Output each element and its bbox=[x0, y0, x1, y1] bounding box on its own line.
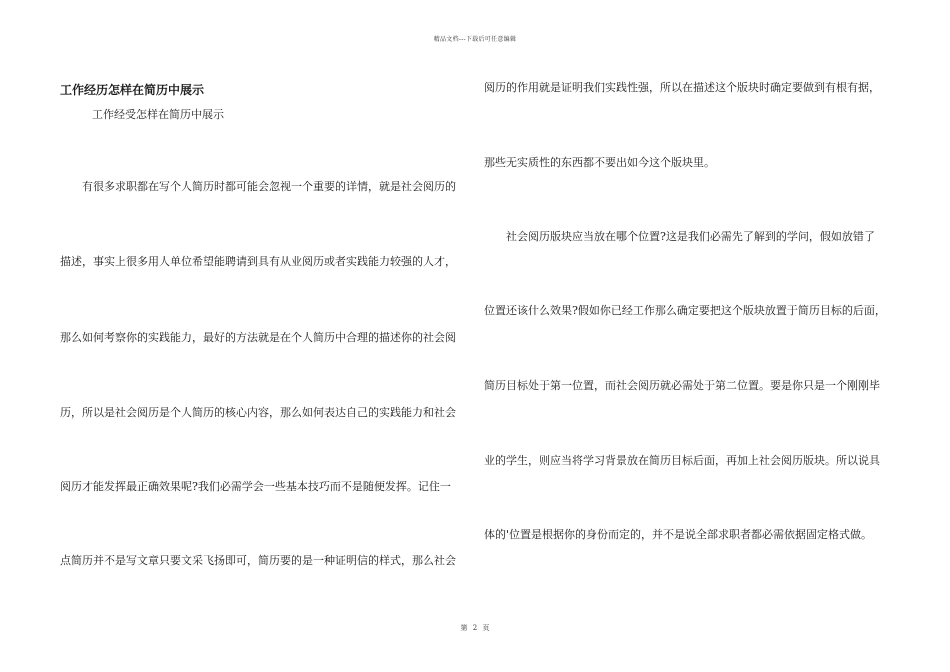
document-title: 工作经历怎样在简历中展示 bbox=[60, 83, 205, 97]
right-paragraph-line: 简历目标处于第一位置，而社会阅历就必需处于第二位置。要是你只是一个刚刚毕 bbox=[484, 379, 880, 392]
right-paragraph-line: 阅历的作用就是证明我们实践性强，所以在描述这个版块时确定要做到有根有据， bbox=[484, 81, 880, 94]
right-paragraph-line: 体的'位置是根据你的身份而定的，并不是说全部求职者都必需依据固定格式做。 bbox=[484, 528, 873, 541]
right-paragraph-line: 业的学生，则应当将学习背景放在简历目标后面，再加上社会阅历版块。所以说具 bbox=[484, 454, 880, 467]
page-number: 第 2 页 bbox=[460, 624, 490, 632]
right-paragraph-line: 那些无实质性的东西都不要出如今这个版块里。 bbox=[484, 156, 715, 169]
left-paragraph-line: 点简历并不是写文章只要文采飞扬即可，简历要的是一种证明信的样式，那么社会 bbox=[60, 554, 456, 567]
document-subtitle: 工作经受怎样在简历中展示 bbox=[92, 108, 224, 121]
left-paragraph-line: 描述，事实上很多用人单位希望能聘请到具有从业阅历或者实践能力较强的人才， bbox=[60, 255, 456, 268]
right-paragraph-line: 位置还该什么效果?假如你已经工作那么确定要把这个版块放置于简历目标的后面， bbox=[484, 304, 886, 317]
left-paragraph-line: 有很多求职都在写个人简历时都可能会忽视一个重要的详情，就是社会阅历的 bbox=[82, 180, 456, 193]
left-paragraph-line: 历，所以是社会阅历是个人简历的核心内容，那么如何表达自己的实践能力和社会 bbox=[60, 406, 456, 419]
page-header: 精品文档---下载后可任意编辑 bbox=[433, 36, 517, 43]
left-paragraph-line: 那么如何考察你的实践能力，最好的方法就是在个人简历中合理的描述你的社会阅 bbox=[60, 331, 456, 344]
right-paragraph-line: 社会阅历版块应当放在哪个位置?这是我们必需先了解到的学问，假如放错了 bbox=[506, 230, 875, 243]
left-paragraph-line: 阅历才能发挥最正确效果呢?我们必需学会一些基本技巧而不是随便发挥。记住一 bbox=[60, 480, 451, 493]
